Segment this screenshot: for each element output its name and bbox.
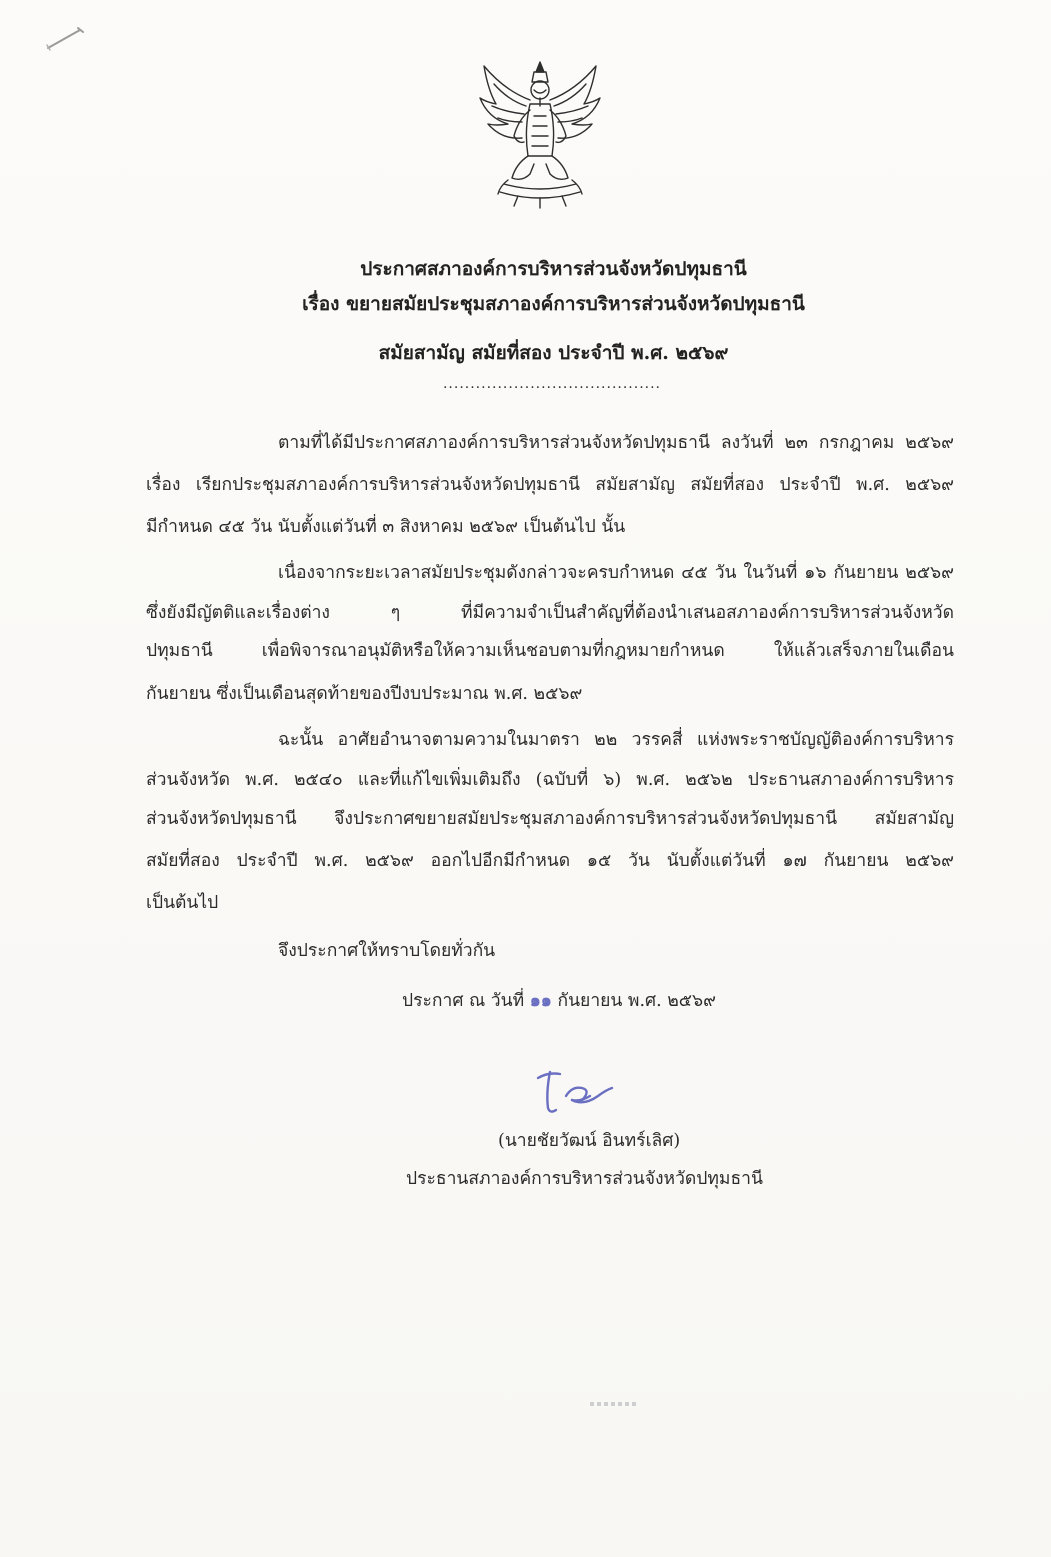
dateline-prefix: ประกาศ ณ วันที่ (402, 991, 525, 1011)
announcement-title: ประกาศสภาองค์การบริหารส่วนจังหวัดปทุมธานี (360, 258, 747, 280)
handwritten-signature (532, 1066, 622, 1118)
dateline (402, 986, 716, 1014)
paragraph-3-line-2: ส่วนจังหวัด พ.ศ. ๒๕๔๐ และที่แก้ไขเพิ่มเติมถึง (ฉบับที่ ๖) พ.ศ. ๒๕๖๒ ประธานสภาองค์การบริหาร (146, 770, 954, 790)
signatory-name: (นายชัยวัฒน์ อินทร์เลิศ) (498, 1131, 681, 1151)
paragraph-2-line-2: ซึ่งยังมีญัตติและเรื่องต่าง ๆ ที่มีความจำเป็นสำคัญที่ต้องนำเสนอสภาองค์การบริหารส่วนจังหวัด (146, 603, 954, 623)
signatory-position: ประธานสภาองค์การบริหารส่วนจังหวัดปทุมธานี (406, 1169, 763, 1189)
announcement-subject: เรื่อง ขยายสมัยประชุมสภาองค์การบริหารส่วนจังหวัดปทุมธานี (302, 293, 805, 315)
staple-mark-icon (44, 24, 86, 52)
faint-mark (590, 1402, 638, 1406)
dateline-day: ๑๑ (529, 991, 552, 1011)
paragraph-3-line-5: เป็นต้นไป (146, 893, 219, 913)
paragraph-1-line-2: เรื่อง เรียกประชุมสภาองค์การบริหารส่วนจังหวัดปทุมธานี สมัยสามัญ สมัยที่สอง ประจำปี พ.ศ. ๒๕๖๙ (146, 475, 954, 495)
closing-statement: จึงประกาศให้ทราบโดยทั่วกัน (278, 941, 496, 961)
paragraph-2-line-4: กันยายน ซึ่งเป็นเดือนสุดท้ายของปีงบประมาณ พ.ศ. ๒๕๖๙ (146, 684, 583, 704)
paragraph-2-line-1: เนื่องจากระยะเวลาสมัยประชุมดังกล่าวจะครบกำหนด ๔๕ วัน ในวันที่ ๑๖ กันยายน ๒๕๖๙ (278, 563, 954, 583)
paragraph-1-line-3: มีกำหนด ๔๕ วัน นับตั้งแต่วันที่ ๓ สิงหาคม ๒๕๖๙ เป็นต้นไป นั้น (146, 517, 626, 537)
paragraph-3-line-3: ส่วนจังหวัดปทุมธานี จึงประกาศขยายสมัยประชุมสภาองค์การบริหารส่วนจังหวัดปทุมธานี สมัยสามัญ (146, 809, 954, 829)
paragraph-1-line-1: ตามที่ได้มีประกาศสภาองค์การบริหารส่วนจังหวัดปทุมธานี ลงวันที่ ๒๓ กรกฎาคม ๒๕๖๙ (278, 433, 954, 453)
paragraph-2-line-3: ปทุมธานี เพื่อพิจารณาอนุมัติหรือให้ความเห็นชอบตามที่กฎหมายกำหนด ให้แล้วเสร็จภายในเดือน (146, 641, 954, 661)
dateline-suffix: กันยายน พ.ศ. ๒๕๖๙ (557, 991, 716, 1011)
title-separator: ........................................ (442, 376, 661, 392)
paragraph-3-line-1: ฉะนั้น อาศัยอำนาจตามความในมาตรา ๒๒ วรรคสี่ แห่งพระราชบัญญัติองค์การบริหาร (278, 730, 954, 750)
garuda-emblem-icon (474, 60, 606, 210)
paragraph-3-line-4: สมัยที่สอง ประจำปี พ.ศ. ๒๕๖๙ ออกไปอีกมีกำหนด ๑๕ วัน นับตั้งแต่วันที่ ๑๗ กันยายน ๒๕๖๙ (146, 851, 954, 871)
announcement-session: สมัยสามัญ สมัยที่สอง ประจำปี พ.ศ. ๒๕๖๙ (378, 342, 729, 364)
